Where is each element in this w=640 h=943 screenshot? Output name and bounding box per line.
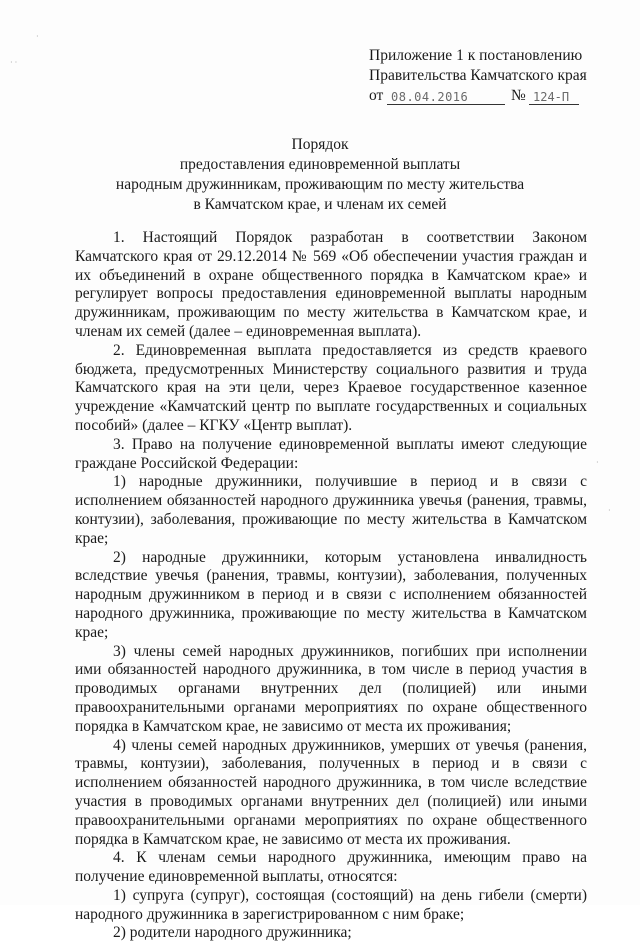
paragraph-3-item-1: 1) народные дружинники, получившие в период и в связи с исполнением обязанностей народного дружинника увечья (ранения, травмы, контузии), заболевания, проживающие по месту жительства в Камчатском крае; <box>75 473 587 547</box>
date-stamp: 08.04.2016 <box>391 90 469 104</box>
title-line-2: предоставления единовременной выплаты <box>179 156 461 173</box>
paragraph-3-item-2: 2) народные дружинники, которым установлена инвалидность вследствие увечья (ранения, травмы, контузии), заболевания, полученных народным дружинником в период и в связи с исполнением обязанностей народного дружинника, проживающие по месту жительства в Камчатском крае; <box>75 548 587 641</box>
scan-speck: · <box>36 32 39 41</box>
paragraph-4: 4. К членам семьи народного дружинника, имеющим право на получение единовременной выплаты, относятся: <box>75 849 587 886</box>
scan-speck: · <box>596 458 599 467</box>
paragraph-3-item-3: 3) члены семей народных дружинников, погибших при исполнении ими обязанностей народного дружинника, в том числе в период участия в проводимых органами внутренних дел (полицией) или иными правоохранительными органами мероприятиях по охране общественного порядка в Камчатском крае, не зависимо от места их проживания; <box>75 642 587 735</box>
paragraph-3-item-4: 4) члены семей народных дружинников, умерших от увечья (ранения, травмы, контузии), заболевания, полученных в период и в связи с исполнением обязанностей народного дружинника, в том числе вследствие участия в проводимых органами внутренних дел (полицией) или иными правоохранительными органами мероприятиях по охране общественного порядка в Камчатском крае, не зависимо от места их проживания. <box>75 736 587 848</box>
number-field <box>529 88 579 105</box>
appendix-header <box>369 46 609 106</box>
resolution-date-number <box>369 86 609 106</box>
paragraph-3: 3. Право на получение единовременной выплаты имеют следующие граждане Российской Федерации: <box>75 435 587 472</box>
title-line-1: Порядок <box>291 136 349 153</box>
appendix-line-2: Правительства Камчатского края <box>369 67 587 84</box>
date-field <box>387 88 505 105</box>
scan-speck: · · <box>10 58 18 67</box>
appendix-line-1: Приложение 1 к постановлению <box>369 47 583 64</box>
paragraph-4-item-1: 1) супруга (супруг), состоящая (состоящий) на день гибели (смерти) народного дружинника в зарегистрированном с ним браке; <box>75 886 587 923</box>
title-line-4: в Камчатском крае, и членам их семей <box>193 196 447 213</box>
date-prefix: от <box>369 87 384 104</box>
paragraph-1: 1. Настоящий Порядок разработан в соответствии Законом Камчатского края от 29.12.2014 № 569 «Об обеспечении участия граждан и их объединений в охране общественного порядка в Камчатском крае» и регулирует вопросы предоставления единовременной выплаты народным дружинникам, проживающим по месту жительства в Камчатском крае, и членам их семей (далее – единовременная выплата). <box>75 229 587 340</box>
scan-speck: · <box>608 506 611 515</box>
title-line-3: народным дружинникам, проживающим по месту жительства <box>115 176 525 193</box>
number-stamp: 124-П <box>533 90 570 104</box>
document-title <box>0 135 640 215</box>
document-body <box>75 229 587 943</box>
paragraph-2: 2. Единовременная выплата предоставляется из средств краевого бюджета, предусмотренных Министерству социального развития и труда Камчатского края на эти цели, через Краевое государственное казенное учреждение «Камчатский центр по выплате государственных и социальных пособий» (далее – КГКУ «Центр выплат). <box>75 341 587 434</box>
paragraph-4-item-2: 2) родители народного дружинника; <box>113 924 352 942</box>
number-prefix: № <box>511 87 526 104</box>
